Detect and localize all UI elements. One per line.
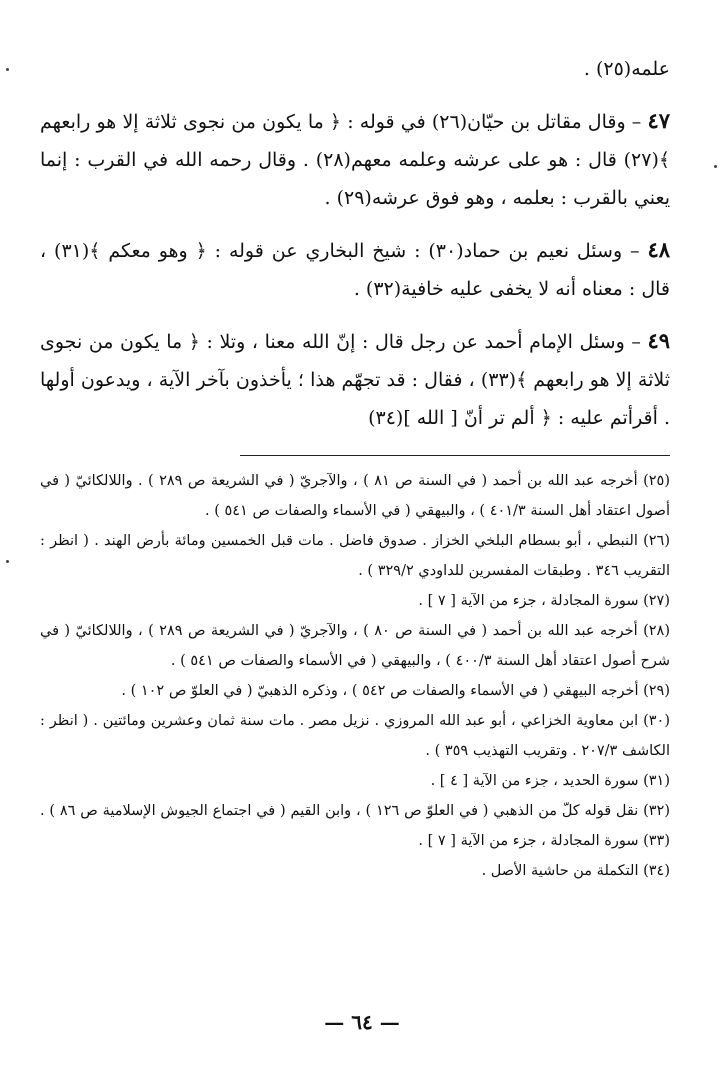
- footnote: (٢٥) أخرجه عبد الله بن أحمد ( في السنة ص ٨١ ) ، والآجريّ ( في الشريعة ص ٢٨٩ ) . واللالكائيّ ( في أصول اعتقاد أهل السنة ٤٠١/٣ ) ، والبيهقي ( في الأسماء والصفات ص ٥٤١ ) .: [40, 473, 670, 519]
- paragraph-number: ٤٨: [647, 237, 670, 262]
- paragraph-number: ٤٩: [647, 328, 670, 353]
- paragraph-text: – وقال مقاتل بن حيّان(٢٦) في قوله : ﴿ ما يكون من نجوى ثلاثة إلا هو رابعهم ﴾(٢٧) قال : هو على عرشه وعلمه معهم(٢٨) . وقال رحمه الله في القرب : إنما يعني بالقرب : بعلمه ، وهو فوق عرشه(٢٩) .: [40, 111, 670, 209]
- continuation-line: علمه(٢٥) .: [583, 58, 670, 80]
- footnote: (٢٩) أخرجه البيهقي ( في الأسماء والصفات ص ٥٤٢ ) ، وذكره الذهبيّ ( في العلوّ ص ١٠٢ ) .: [121, 683, 670, 699]
- paragraph-47: [40, 102, 670, 217]
- margin-dot: [6, 560, 9, 563]
- footnote: (٢٦) النبطي ، أبو بسطام البلخي الخزاز . صدوق فاضل . مات قبل الخمسين ومائة بأرض الهند . ( انظر : التقريب ٣٤٦ . وطبقات المفسرين للداودي ٣٢٩/٢ ) .: [40, 533, 670, 579]
- margin-dot: [6, 68, 9, 71]
- main-text: [40, 50, 670, 437]
- footnote: (٣٠) ابن معاوية الخزاعي ، أبو عبد الله المروزي . نزيل مصر . مات سنة ثمان وعشرين ومائتين . ( انظر : الكاشف ٢٠٧/٣ . وتقريب التهذيب ٣٥٩ ) .: [40, 713, 670, 759]
- footnote-divider: [240, 455, 670, 456]
- footnote: (٣١) سورة الحديد ، جزء من الآية [ ٤ ] .: [430, 773, 670, 789]
- footnote: (٢٧) سورة المجادلة ، جزء من الآية [ ٧ ] .: [418, 593, 670, 609]
- page-number: — ٦٤ —: [324, 1010, 400, 1034]
- paragraph-49: [40, 322, 670, 437]
- paragraph-text: – وسئل الإمام أحمد عن رجل قال : إنّ الله معنا ، وتلا : ﴿ ما يكون من نجوى ثلاثة إلا هو رابعهم ﴾(٣٣) ، فقال : قد تجهّم هذا ؛ يأخذون بآخر الآية ، ويدعون أولها . أقرأتم عليه : ﴿ ألم تر أنّ [ الله ](٣٤): [40, 331, 670, 429]
- footnotes: [40, 466, 670, 886]
- footnote: (٣٤) التكملة من حاشية الأصل .: [481, 863, 670, 879]
- footnote: (٣٢) نقل قوله كلّ من الذهبي ( في العلوّ ص ١٢٦ ) ، وابن القيم ( في اجتماع الجيوش الإسلامية ص ٨٦ ) . (٣٣) سورة المجادلة ، جزء من الآية [ ٧ ] .: [40, 803, 670, 849]
- paragraph-number: ٤٧: [647, 108, 670, 133]
- margin-dot: [714, 165, 717, 168]
- footnote: (٢٨) أخرجه عبد الله بن أحمد ( في السنة ص ٨٠ ) ، والآجريّ ( في الشريعة ص ٢٨٩ ) ، واللالكائيّ ( في شرح أصول اعتقاد أهل السنة ٤٠٠/٣ ) ، والبيهقي ( في الأسماء والصفات ص ٥٤١ ) .: [40, 623, 670, 669]
- paragraph-text: – وسئل نعيم بن حماد(٣٠) : شيخ البخاري عن قوله : ﴿ وهو معكم ﴾(٣١) ، قال : معناه أنه لا يخفى عليه خافية(٣٢) .: [40, 240, 670, 300]
- paragraph-48: [40, 231, 670, 308]
- book-page: [40, 40, 670, 1040]
